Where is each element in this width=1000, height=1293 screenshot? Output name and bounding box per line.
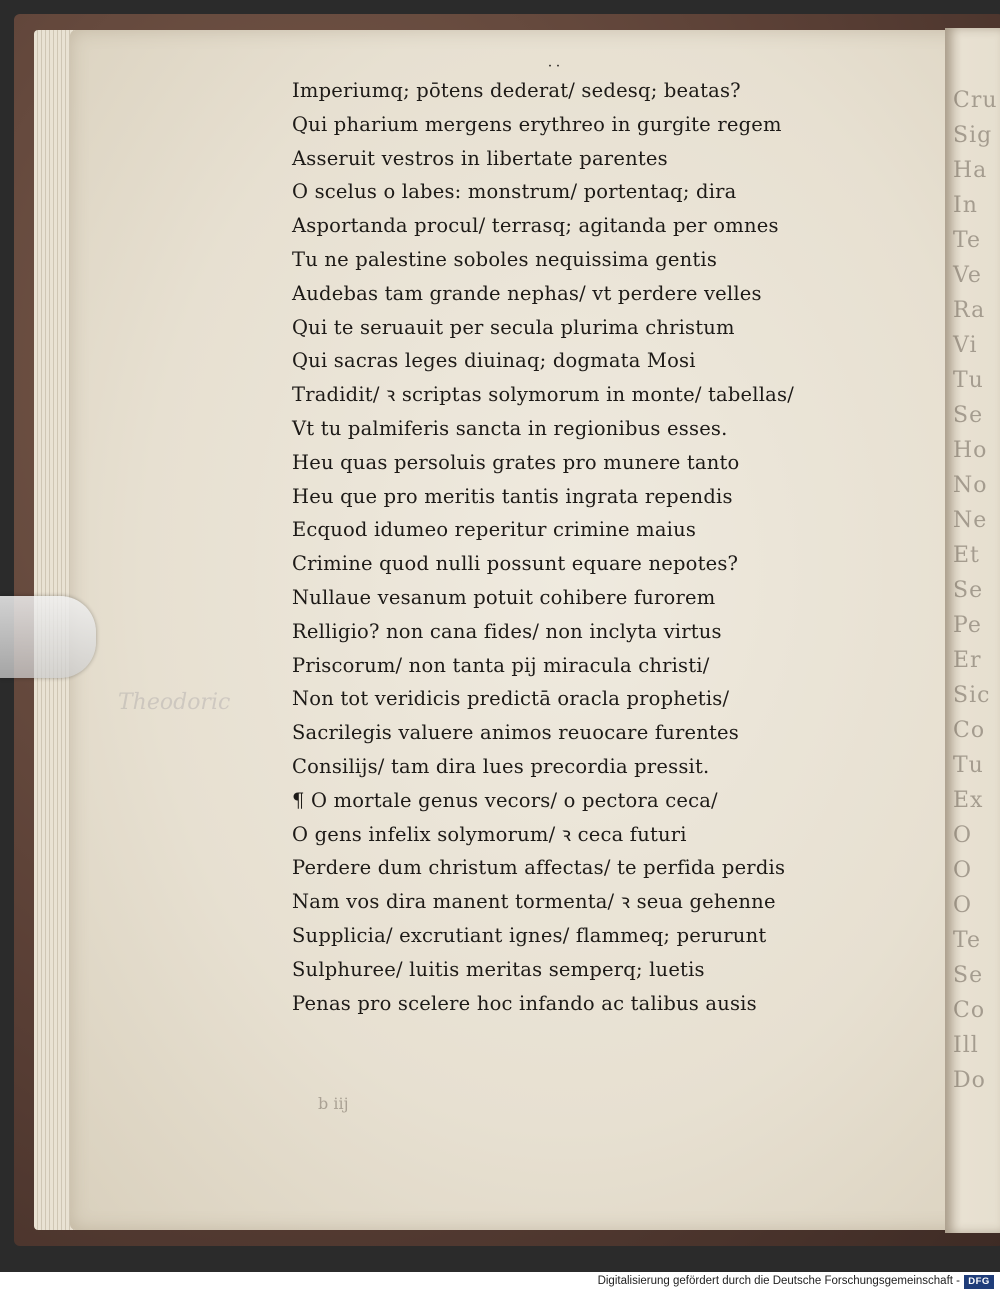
verse-line: Non tot veridicis predictā oracla prophetis/	[292, 687, 730, 711]
footer-bar	[0, 1272, 1000, 1293]
verse-line: Nam vos dira manent tormenta/ ꝛ seua gehenne	[292, 890, 776, 914]
verse-line: Heu quas persoluis grates pro munere tanto	[292, 450, 740, 474]
verse-line: Qui te seruauit per secula plurima christum	[292, 315, 735, 339]
verse-line: Nullaue vesanum potuit cohibere furorem	[292, 585, 716, 609]
page-top-mark: ˙˙	[546, 62, 562, 81]
verse-text-block	[292, 74, 832, 1020]
verse-line: Heu que pro meritis tantis ingrata rependis	[292, 484, 733, 508]
verse-line: Audebas tam grande nephas/ vt perdere velles	[292, 281, 762, 305]
dfg-logo: DFG	[964, 1275, 994, 1289]
verse-line: O scelus o labes: monstrum/ portentaq; dira	[292, 180, 737, 204]
signature-mark: b iij	[318, 1094, 349, 1113]
verse-line: Supplicia/ excrutiant ignes/ flammeq; perurunt	[292, 923, 767, 947]
verse-line: Qui pharium mergens erythreo in gurgite regem	[292, 112, 782, 136]
verse-line: Qui sacras leges diuinaq; dogmata Mosi	[292, 349, 696, 373]
page-clip	[0, 596, 96, 678]
verse-line: Sacrilegis valuere animos reuocare furentes	[292, 721, 740, 745]
verse-line: O gens infelix solymorum/ ꝛ ceca futuri	[292, 822, 687, 846]
facing-page-edge: Cru Sig Ha In Te Ve Ra Vi Tu Se Ho No Ne Et Se Pe Er Sic Co Tu Ex O O O Te Se Co Ill Do	[945, 28, 1000, 1233]
verse-line: Ecquod idumeo reperitur crimine maius	[292, 518, 697, 542]
verse-line: Sulphuree/ luitis meritas semperq; luetis	[292, 957, 705, 981]
verse-line: Tu ne palestine soboles nequissima gentis	[292, 247, 718, 271]
verse-line: Priscorum/ non tanta pij miracula christi/	[292, 653, 710, 677]
verse-line: Relligio? non cana fides/ non inclyta virtus	[292, 619, 722, 643]
verse-line: Tradidit/ ꝛ scriptas solymorum in monte/ tabellas/	[292, 383, 794, 407]
verse-line: Imperiumq; pōtens dederat/ sedesq; beatas?	[292, 79, 741, 102]
verse-line: ¶ O mortale genus vecors/ o pectora ceca/	[292, 788, 718, 812]
verse-line: Penas pro scelere hoc infando ac talibus ausis	[292, 991, 757, 1015]
verse-line: Perdere dum christum affectas/ te perfida perdis	[292, 856, 786, 880]
verse-line: Vt tu palmiferis sancta in regionibus esses.	[292, 416, 728, 440]
show-through-text: Theodoric	[118, 690, 231, 715]
verse-line: Consilijs/ tam dira lues precordia pressit.	[292, 754, 710, 778]
funding-credit: Digitalisierung gefördert durch die Deutsche Forschungsgemeinschaft -	[597, 1275, 960, 1287]
verse-line: Crimine quod nulli possunt equare nepotes?	[292, 552, 739, 576]
verse-line: Asseruit vestros in libertate parentes	[292, 146, 668, 170]
verse-line: Asportanda procul/ terrasq; agitanda per omnes	[292, 214, 779, 238]
